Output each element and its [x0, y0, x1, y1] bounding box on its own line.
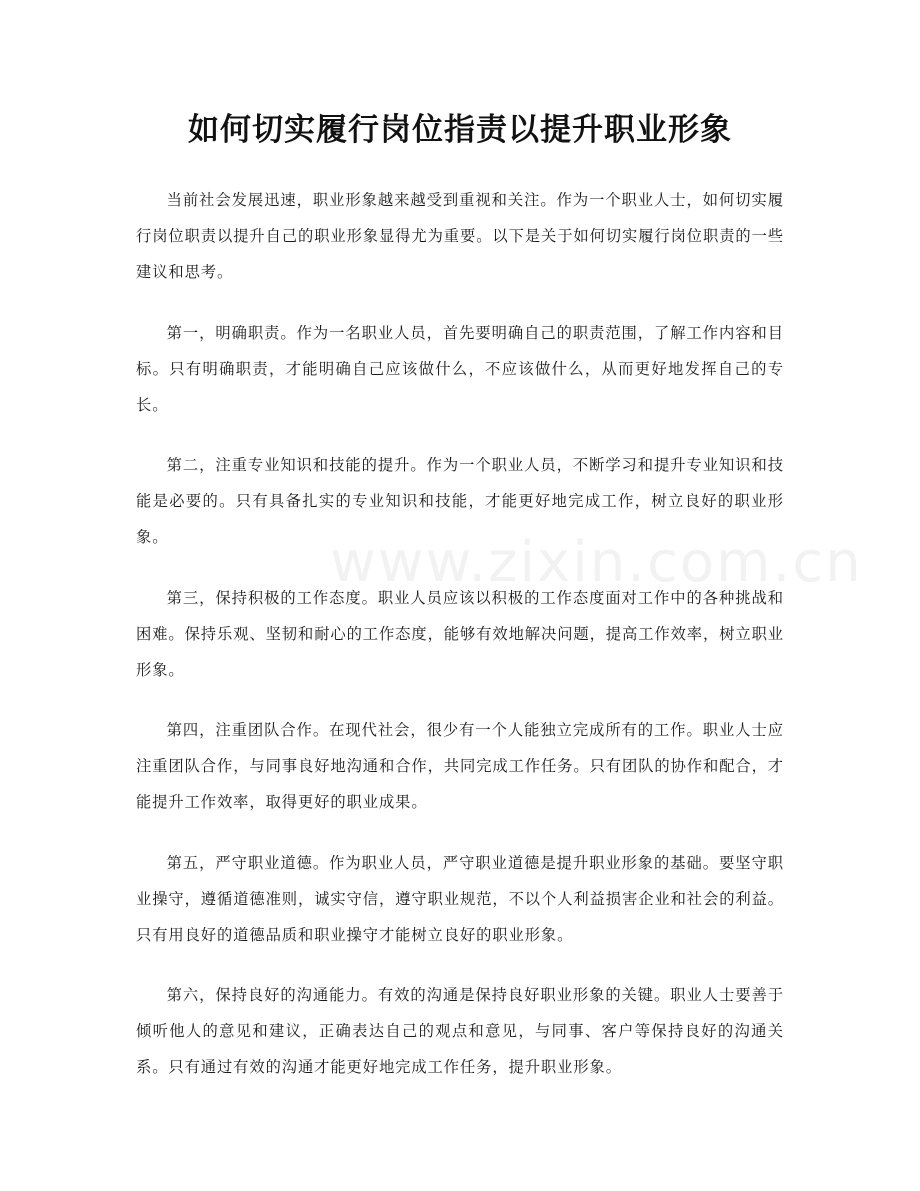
paragraph-5: 第五，严守职业道德。作为职业人员，严守职业道德是提升职业形象的基础。要坚守职业操守，遵循道德准则，诚实守信，遵守职业规范，不以个人利益损害企业和社会的利益。只有用良好的道德品质和职业操守才能树立良好的职业形象。 — [136, 853, 784, 944]
paragraph-2: 第二，注重专业知识和技能的提升。作为一个职业人员，不断学习和提升专业知识和技能是必要的。只有具备扎实的专业知识和技能，才能更好地完成工作，树立良好的职业形象。 — [136, 456, 784, 546]
paragraph-1: 第一，明确职责。作为一名职业人员，首先要明确自己的职责范围，了解工作内容和目标。只有明确职责，才能明确自己应该做什么，不应该做什么，从而更好地发挥自己的专长。 — [136, 323, 784, 414]
paragraph-3: 第三，保持积极的工作态度。职业人员应该以积极的工作态度面对工作中的各种挑战和困难。保持乐观、坚韧和耐心的工作态度，能够有效地解决问题，提高工作效率，树立职业形象。 — [136, 588, 784, 679]
document-body — [136, 182, 784, 1110]
paragraph-intro: 当前社会发展迅速，职业形象越来越受到重视和关注。作为一个职业人士，如何切实履行岗位职责以提升自己的职业形象显得尤为重要。以下是关于如何切实履行岗位职责的一些建议和思考。 — [136, 191, 784, 281]
document-title: 如何切实履行岗位指责以提升职业形象 — [188, 112, 732, 148]
paragraph-4: 第四，注重团队合作。在现代社会，很少有一个人能独立完成所有的工作。职业人士应注重团队合作，与同事良好地沟通和合作，共同完成工作任务。只有团队的协作和配合，才能提升工作效率，取得更好的职业成果。 — [136, 721, 784, 811]
paragraph-6: 第六，保持良好的沟通能力。有效的沟通是保持良好职业形象的关键。职业人士要善于倾听他人的意见和建议，正确表达自己的观点和意见，与同事、客户等保持良好的沟通关系。只有通过有效的沟通才能更好地完成工作任务，提升职业形象。 — [136, 986, 784, 1076]
watermark: www.zixin.com.cn — [330, 530, 863, 595]
